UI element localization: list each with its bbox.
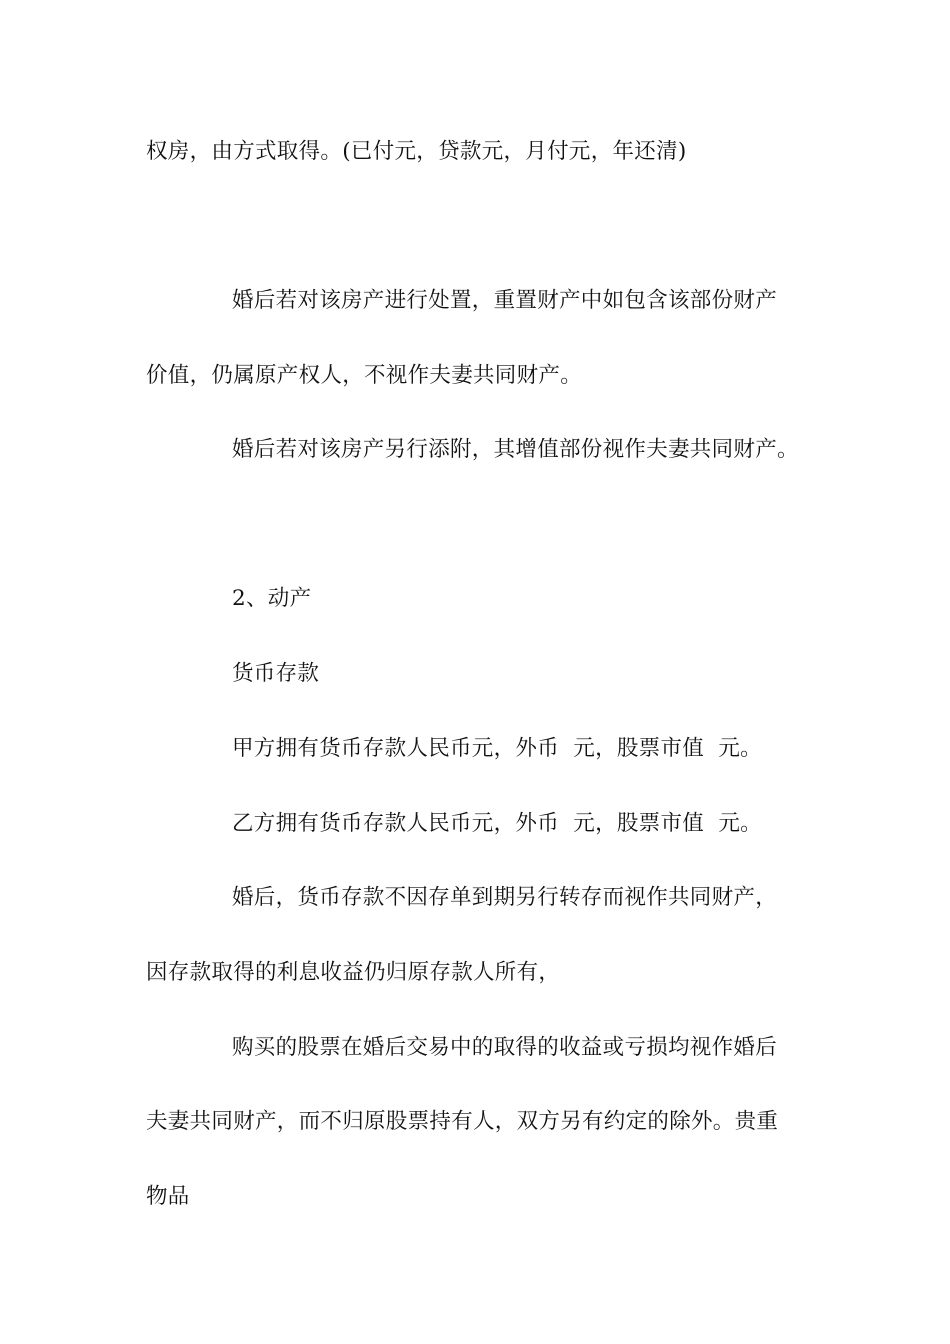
text-line-party-a-deposits: 甲方拥有货币存款人民币元，外币 元，股票市值 元。	[232, 736, 762, 761]
text-line-disposal-clause: 婚后若对该房产进行处置，重置财产中如包含该部份财产	[232, 288, 778, 313]
text-line-valuables: 物品	[146, 1184, 190, 1209]
text-line-disposal-clause-cont: 价值，仍属原产权人，不视作夫妻共同财产。	[146, 363, 583, 388]
text-line-deposit-clause-cont: 因存款取得的利息收益仍归原存款人所有，	[146, 960, 561, 985]
text-line-addition-clause: 婚后若对该房产另行添附，其增值部份视作夫妻共同财产。	[232, 437, 799, 462]
section-heading-movable-property: 2、动产	[232, 586, 312, 611]
subheading-currency-deposits: 货币存款	[232, 661, 320, 686]
text-line-party-b-deposits: 乙方拥有货币存款人民币元，外币 元，股票市值 元。	[232, 811, 762, 836]
text-line-deposit-clause: 婚后，货币存款不因存单到期另行转存而视作共同财产，	[232, 885, 778, 910]
text-line-stock-clause: 购买的股票在婚后交易中的取得的收益或亏损均视作婚后	[232, 1035, 778, 1060]
text-line-stock-clause-cont: 夫妻共同财产，而不归原股票持有人，双方另有约定的除外。贵重	[146, 1109, 779, 1134]
text-line-house-acquisition: 权房，由方式取得。(已付元，贷款元，月付元，年还清)	[146, 139, 687, 164]
